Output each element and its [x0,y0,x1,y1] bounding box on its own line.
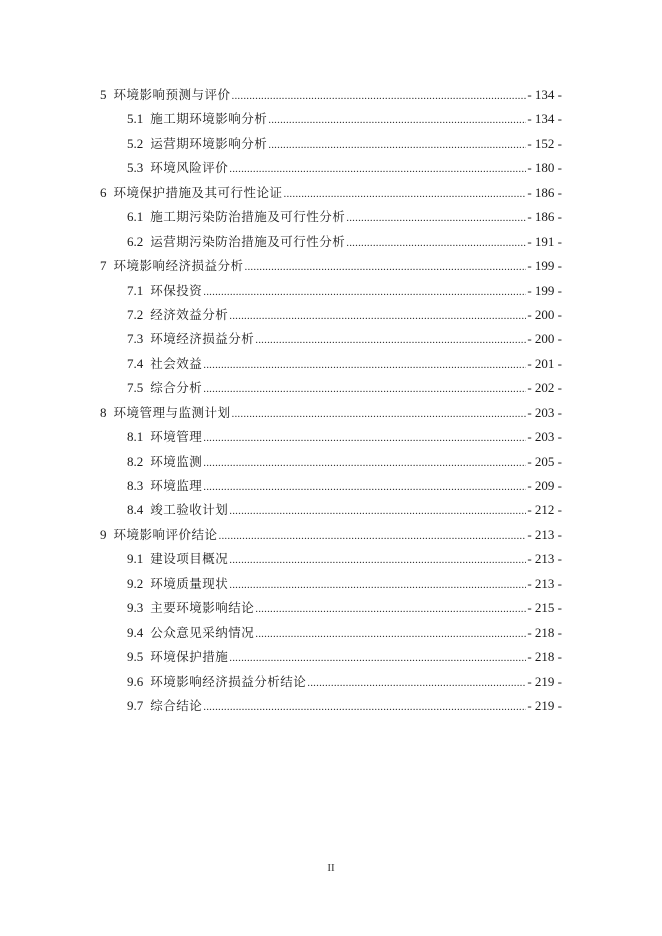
dot-leader [346,231,526,255]
toc-entry-number: 8.4 [127,502,144,518]
dot-leader [203,426,526,450]
toc-entry-page: - 152 - [527,135,562,151]
toc-section-entry[interactable] [100,425,562,449]
toc-entry-number: 7.5 [127,380,144,396]
toc-section-entry[interactable] [100,303,562,327]
toc-entry-number: 8.3 [127,478,144,493]
toc-entry-page: - 212 - [527,502,562,518]
toc-entry-number: 9.7 [127,697,144,713]
dot-leader [203,353,526,377]
toc-entry-title: 综合结论 [150,697,203,713]
toc-entry-title: 综合分析 [150,380,203,396]
toc-entry-page: - 213 - [527,526,562,542]
dot-leader [203,280,526,304]
toc-entry-page: - 199 - [527,282,562,298]
toc-section-entry[interactable] [100,645,562,669]
toc-entry-page: - 200 - [527,331,562,347]
dot-leader [229,157,526,181]
toc-entry-page: - 186 - [527,209,562,225]
toc-entry-title: 环境风险评价 [150,160,229,176]
toc-entry-number: 5.1 [127,111,144,127]
toc-entry-number: 7.1 [127,282,144,298]
toc-section-entry[interactable] [100,156,562,180]
dot-leader [346,206,526,230]
toc-section-entry[interactable] [100,352,562,376]
toc-entry-title: 经济效益分析 [150,306,229,322]
toc-chapter-entry[interactable] [100,83,562,107]
toc-entry-number: 9.4 [127,624,144,640]
toc-entry-page: - 180 - [527,160,562,176]
toc-section-entry[interactable] [100,694,562,718]
toc-section-entry[interactable] [100,596,562,620]
toc-entry-title: 运营期污染防治措施及可行性分析 [150,233,346,249]
dot-leader [284,182,527,206]
toc-chapter-entry[interactable] [100,401,562,425]
toc-entry-title: 环境监理 [150,478,203,493]
dot-leader [229,548,526,572]
toc-entry-number: 9.1 [127,551,144,567]
toc-entry-number: 7.2 [127,306,144,322]
toc-entry-title: 施工期污染防治措施及可行性分析 [150,209,346,225]
toc-entry-title: 环境管理 [150,429,203,445]
dot-leader [307,671,526,695]
toc-entry-title: 运营期环境影响分析 [150,135,268,151]
toc-entry-title: 环境影响经济损益分析 [113,258,244,274]
toc-entry-number: 5.3 [127,160,144,176]
toc-entry-number: 8.2 [127,453,144,469]
toc-entry-title: 环境影响预测与评价 [113,87,231,102]
toc-entry-page: - 213 - [527,551,562,567]
toc-chapter-entry[interactable] [100,523,562,547]
page-footer-number: II [327,862,335,874]
toc-entry-number: 9.2 [127,575,144,591]
toc-entry-number: 9.6 [127,673,144,689]
dot-leader [245,255,527,279]
dot-leader [232,402,527,426]
toc-entry-page: - 199 - [527,258,562,274]
toc-entry-title: 主要环境影响结论 [150,600,255,616]
toc-entry-number: 5.2 [127,135,144,151]
toc-entry-title: 社会效益 [150,355,203,371]
toc-entry-page: - 202 - [527,380,562,396]
toc-section-entry[interactable] [100,230,562,254]
toc-section-entry[interactable] [100,572,562,596]
toc-entry-title: 环境影响评价结论 [113,526,218,542]
toc-entry-title: 环境保护措施 [150,649,229,665]
toc-entry-page: - 205 - [527,453,562,469]
toc-entry-title: 环境影响经济损益分析结论 [150,673,307,689]
toc-entry-number: 6 [100,184,107,200]
toc-entry-page: - 134 - [527,87,562,102]
toc-entry-number: 6.2 [127,233,144,249]
dot-leader [232,84,527,108]
toc-section-entry[interactable] [100,376,562,400]
toc-entry-number: 7 [100,258,107,274]
toc-section-entry[interactable] [100,450,562,474]
toc-entry-page: - 215 - [527,600,562,616]
dot-leader [255,597,526,621]
toc-entry-title: 施工期环境影响分析 [150,111,268,127]
toc-entry-number: 6.1 [127,209,144,225]
toc-entry-page: - 186 - [527,184,562,200]
toc-section-entry[interactable] [100,279,562,303]
table-of-contents [100,83,562,718]
dot-leader [203,695,526,719]
toc-entry-page: - 219 - [527,697,562,713]
toc-section-entry[interactable] [100,474,562,498]
toc-entry-number: 9.5 [127,649,144,665]
toc-section-entry[interactable] [100,107,562,131]
toc-entry-page: - 203 - [527,404,562,420]
toc-chapter-entry[interactable] [100,254,562,278]
toc-entry-page: - 218 - [527,624,562,640]
toc-entry-page: - 209 - [527,478,562,493]
toc-section-entry[interactable] [100,670,562,694]
toc-entry-title: 环境监测 [150,453,203,469]
toc-section-entry[interactable] [100,205,562,229]
toc-entry-page: - 219 - [527,673,562,689]
dot-leader [229,304,526,328]
toc-entry-number: 7.4 [127,355,144,371]
dot-leader [268,133,526,157]
toc-entry-page: - 218 - [527,649,562,665]
dot-leader [203,451,526,475]
toc-entry-number: 7.3 [127,331,144,347]
toc-section-entry[interactable] [100,621,562,645]
dot-leader [229,499,526,523]
dot-leader [203,377,526,401]
toc-section-entry[interactable] [100,327,562,351]
dot-leader [203,475,526,499]
toc-entry-page: - 213 - [527,575,562,591]
toc-entry-number: 9 [100,526,107,542]
toc-entry-title: 环境经济损益分析 [150,331,255,347]
toc-entry-title: 环境保护措施及其可行性论证 [113,184,283,200]
dot-leader [219,524,527,548]
toc-entry-number: 8 [100,404,107,420]
toc-entry-title: 环境质量现状 [150,575,229,591]
toc-entry-title: 环境管理与监测计划 [113,404,231,420]
toc-entry-number: 9.3 [127,600,144,616]
toc-entry-title: 环保投资 [150,282,203,298]
toc-entry-page: - 201 - [527,355,562,371]
toc-section-entry[interactable] [100,132,562,156]
toc-section-entry[interactable] [100,547,562,571]
toc-entry-number: 5 [100,87,107,102]
toc-entry-title: 竣工验收计划 [150,502,229,518]
toc-entry-page: - 134 - [527,111,562,127]
dot-leader [255,622,526,646]
toc-entry-title: 建设项目概况 [150,551,229,567]
toc-section-entry[interactable] [100,498,562,522]
toc-entry-page: - 203 - [527,429,562,445]
toc-entry-page: - 191 - [527,233,562,249]
toc-entry-title: 公众意见采纳情况 [150,624,255,640]
dot-leader [229,573,526,597]
dot-leader [229,646,526,670]
toc-chapter-entry[interactable] [100,181,562,205]
toc-entry-page: - 200 - [527,306,562,322]
dot-leader [255,328,526,352]
toc-entry-number: 8.1 [127,429,144,445]
dot-leader [268,108,526,132]
